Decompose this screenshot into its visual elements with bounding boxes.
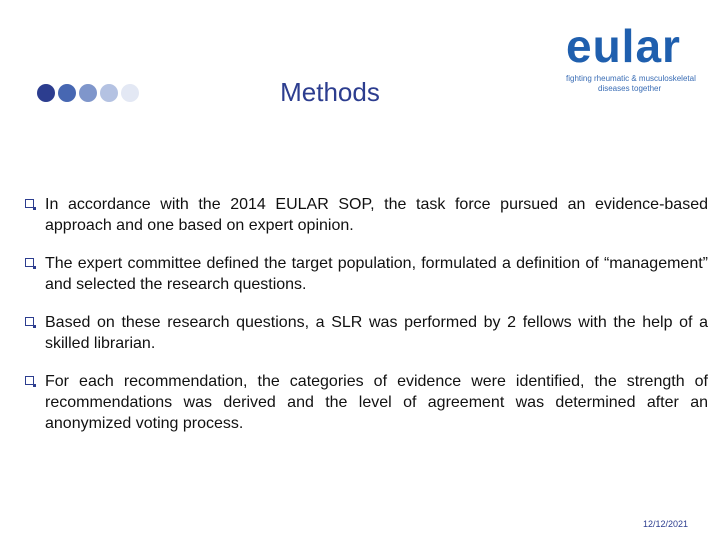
bullet-item xyxy=(24,312,708,354)
bullet-item xyxy=(24,371,708,434)
checkbox-bullet-icon xyxy=(25,258,34,267)
logo-tagline-line-2: diseases together xyxy=(598,84,662,93)
logo-tagline-line-1: fighting rheumatic & musculoskeletal xyxy=(566,74,696,83)
dot-3 xyxy=(79,84,97,102)
bullet-text: Based on these research questions, a SLR was performed by 2 fellows with the help of a skilled librarian. xyxy=(45,314,708,352)
dot-1 xyxy=(37,84,55,102)
bullet-item xyxy=(24,253,708,295)
eular-logo xyxy=(560,22,705,102)
slide-date: 12/12/2021 xyxy=(642,519,688,529)
checkbox-bullet-icon xyxy=(25,317,34,326)
bullet-text: In accordance with the 2014 EULAR SOP, the task force pursued an evidence-based approach and one based on expert opinion. xyxy=(45,196,708,234)
checkbox-bullet-icon xyxy=(25,199,34,208)
dot-5 xyxy=(121,84,139,102)
logo-wordmark: eular xyxy=(566,20,681,72)
checkbox-bullet-icon xyxy=(25,376,34,385)
bullet-list xyxy=(24,194,708,451)
bullet-text: For each recommendation, the categories of evidence were identified, the strength of recommendations was derived and the level of agreement was determined after an anonymized voting process. xyxy=(45,373,708,432)
slide-title: Methods xyxy=(280,77,380,107)
dot-4 xyxy=(100,84,118,102)
decorative-dots xyxy=(37,84,139,102)
bullet-item xyxy=(24,194,708,236)
dot-2 xyxy=(58,84,76,102)
bullet-text: The expert committee defined the target population, formulated a definition of “management” and selected the research questions. xyxy=(45,255,708,293)
